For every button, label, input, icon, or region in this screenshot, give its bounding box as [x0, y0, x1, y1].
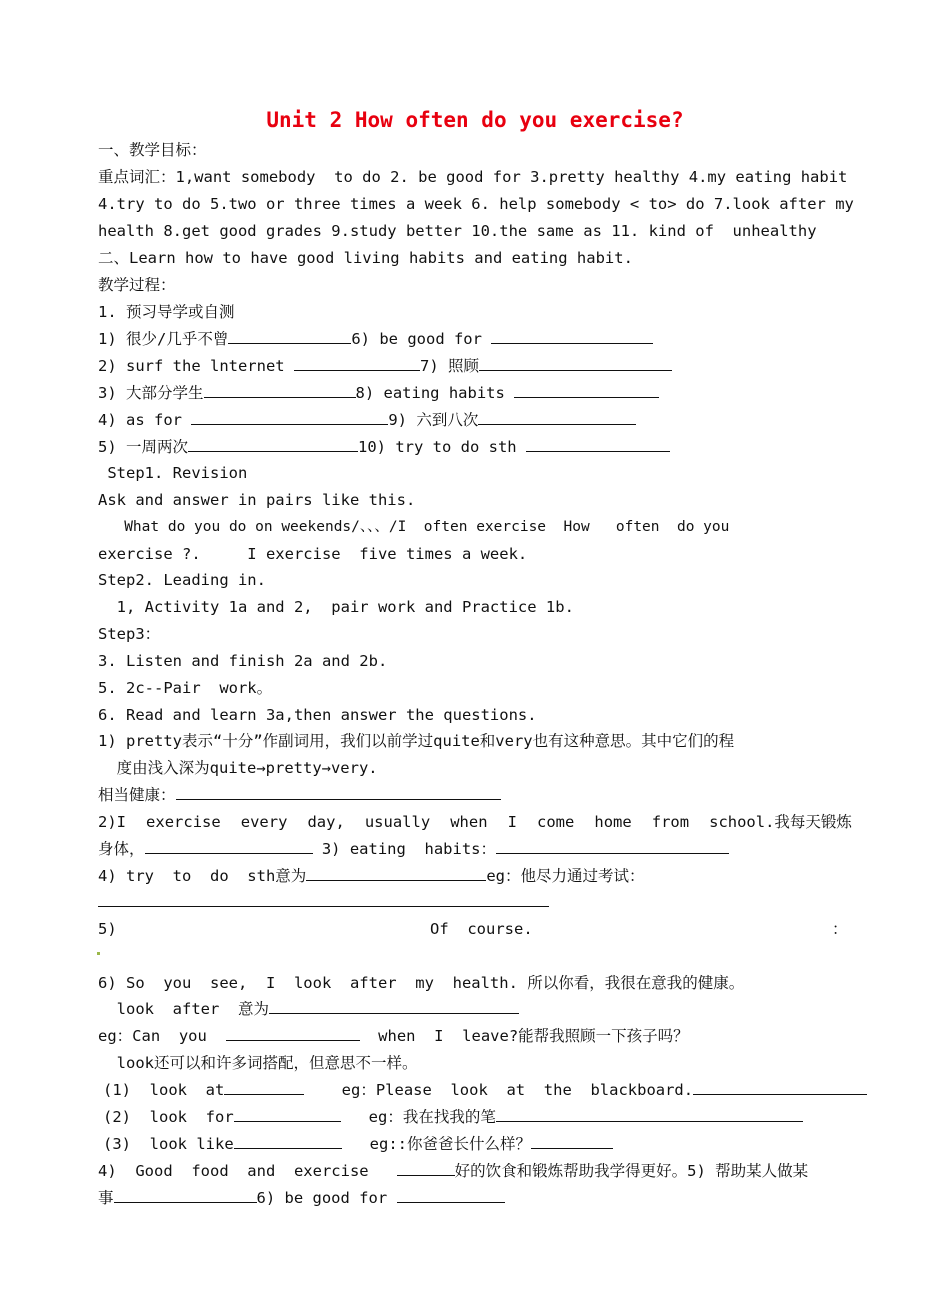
- question-can-you: [98, 1026, 689, 1046]
- word: exercise: [146, 813, 221, 831]
- blank-be-good-for[interactable]: [397, 1188, 505, 1203]
- example-look-at: eg：Please look at the blackboard.: [341, 1081, 694, 1099]
- question-5-label: 5): [98, 920, 117, 938]
- word: home: [594, 813, 632, 831]
- blank-3[interactable]: [204, 383, 356, 398]
- step3-read: 6. Read and learn 3a,then answer the questions.: [98, 706, 537, 724]
- word: school.我每天锻炼: [709, 813, 852, 831]
- blank-8[interactable]: [514, 383, 659, 398]
- sentence-look-after: 6) So you see, I look after my health. 所以你看，我很在意我的健康。: [98, 974, 745, 992]
- blank-help-somebody[interactable]: [114, 1188, 257, 1203]
- word: every: [240, 813, 288, 831]
- label-look-after: look after 意为: [98, 1000, 269, 1018]
- blank-4[interactable]: [191, 410, 388, 425]
- blank-body[interactable]: [145, 839, 313, 854]
- blank-look-at[interactable]: [224, 1080, 304, 1095]
- phrase-look-at: [103, 1080, 867, 1100]
- vocab-line-3: health 8.get good grades 9.study better 10.the same as 11. kind of unhealthy: [98, 222, 817, 240]
- item-9: 9) 六到八次: [388, 411, 479, 429]
- item-2: 2) surf the lnternet: [98, 357, 285, 375]
- blank-1[interactable]: [228, 329, 351, 344]
- question-try-to-do: [98, 866, 644, 886]
- item-7: 7) 照顾: [419, 357, 479, 375]
- label-look-at: (1) look at: [103, 1081, 225, 1099]
- note-look-phrases: look还可以和许多词搭配，但意思不一样。: [98, 1054, 418, 1072]
- dialogue-line-1: What do you do on weekends/、、、/I often exercise How often do you: [98, 519, 730, 535]
- blank-look-like-example[interactable]: [531, 1134, 613, 1149]
- blank-look-for[interactable]: [234, 1107, 341, 1122]
- word: usually: [364, 813, 431, 831]
- word: day,: [307, 813, 345, 831]
- blank-5[interactable]: [188, 437, 358, 452]
- step1-heading: Step1. Revision: [98, 464, 248, 482]
- blank-try-example[interactable]: [98, 906, 549, 907]
- mark-dot: [97, 952, 100, 955]
- note-pretty-1: 1) pretty表示“十分”作副词用，我们以前学过quite和very也有这种意思。其中它们的程: [98, 732, 735, 750]
- blank-6[interactable]: [491, 329, 653, 344]
- question-look-after: [98, 999, 519, 1019]
- exercise-row-1: [98, 329, 653, 349]
- item-4: 4) as for: [98, 411, 182, 429]
- vocab-line-2: 4.try to do 5.two or three times a week 6. help somebody < to> do 7.look after my: [98, 195, 854, 213]
- label-try-example: eg：他尽力通过考试：: [486, 867, 645, 885]
- vocab-line-1: 重点词汇：1,want somebody to do 2. be good for 3.pretty healthy 4.my eating habit: [98, 168, 848, 186]
- example-look-like: eg::你爸爸长什么样？: [369, 1135, 531, 1153]
- blank-2[interactable]: [294, 356, 420, 371]
- colon-mark: ：: [832, 920, 848, 938]
- item-5: 5) 一周两次: [98, 438, 188, 456]
- blank-eating-habits[interactable]: [496, 839, 729, 854]
- sentence-exercise: [98, 812, 852, 832]
- step2-heading: Step2. Leading in.: [98, 571, 266, 589]
- word: 2)I: [98, 813, 126, 831]
- label-good-food-cn: 好的饮食和锻炼帮助我学得更好。5) 帮助某人做某: [454, 1162, 809, 1180]
- blank-can-you[interactable]: [226, 1026, 360, 1041]
- label-body: 身体，: [98, 840, 145, 858]
- word: when: [450, 813, 488, 831]
- question-pretty-healthy: [98, 785, 501, 805]
- example-look-for: eg：我在找我的笔: [368, 1108, 496, 1126]
- exercise-row-3: [98, 383, 659, 403]
- label-when-i-leave: when I leave?能帮我照顾一下孩子吗？: [378, 1027, 689, 1045]
- label-eating-habits: 3) eating habits：: [312, 840, 496, 858]
- sentence-exercise-cont: [98, 839, 729, 859]
- step3-listen: 3. Listen and finish 2a and 2b.: [98, 652, 388, 670]
- word: from: [651, 813, 690, 831]
- label-help-somebody: 事: [98, 1189, 114, 1207]
- blank-look-like[interactable]: [234, 1134, 342, 1149]
- section-heading-objectives: 一、教学目标：: [98, 141, 207, 159]
- label-try-to-do: 4) try to do sth意为: [98, 867, 307, 885]
- step3-pairwork: 5. 2c--Pair work。: [98, 679, 273, 697]
- blank-pretty-healthy[interactable]: [176, 785, 501, 800]
- note-pretty-2: 度由浅入深为quite→pretty→very.: [98, 759, 378, 777]
- section-heading-process: 教学过程：: [98, 276, 176, 294]
- blank-good-food[interactable]: [397, 1161, 455, 1176]
- step3-heading: Step3：: [98, 625, 161, 643]
- blank-7[interactable]: [479, 356, 672, 371]
- question-good-food: [98, 1161, 808, 1181]
- word: come: [536, 813, 575, 831]
- page-title: Unit 2 How often do you exercise?: [266, 108, 684, 132]
- of-course-text: Of course.: [430, 920, 533, 938]
- dialogue-line-2: exercise ?. I exercise five times a week.: [98, 545, 528, 563]
- blank-look-for-example[interactable]: [496, 1107, 803, 1122]
- step1-instruction: Ask and answer in pairs like this.: [98, 491, 416, 509]
- blank-look-after[interactable]: [269, 999, 519, 1014]
- item-8: 8) eating habits: [355, 384, 505, 402]
- question-help-somebody: [98, 1188, 505, 1208]
- label-pretty-healthy: 相当健康：: [98, 786, 176, 804]
- label-look-for: (2) look for: [103, 1108, 234, 1126]
- label-look-like: (3) look like: [103, 1135, 234, 1153]
- exercise-row-2: [98, 356, 672, 376]
- blank-9[interactable]: [478, 410, 636, 425]
- phrase-look-for: [103, 1107, 803, 1127]
- preview-heading: 1. 预习导学或自测: [98, 303, 235, 321]
- label-can-you: eg：Can you: [98, 1027, 207, 1045]
- phrase-look-like: [103, 1134, 613, 1154]
- exercise-row-5: [98, 437, 670, 457]
- step2-activity: 1, Activity 1a and 2, pair work and Practice 1b.: [98, 598, 574, 616]
- item-10: 10) try to do sth: [358, 438, 517, 456]
- label-good-food: 4) Good food and exercise: [98, 1162, 369, 1180]
- blank-try-to-do[interactable]: [306, 866, 486, 881]
- exercise-row-4: [98, 410, 636, 430]
- item-6: 6) be good for: [351, 330, 482, 348]
- blank-10[interactable]: [526, 437, 670, 452]
- section-heading-learn: 二、Learn how to have good living habits and eating habit.: [98, 249, 633, 267]
- item-1: 1) 很少/几乎不曾: [98, 330, 229, 348]
- label-be-good-for: 6) be good for: [256, 1189, 388, 1207]
- item-3: 3) 大部分学生: [98, 384, 204, 402]
- word: I: [507, 813, 517, 831]
- blank-look-at-example[interactable]: [693, 1080, 867, 1095]
